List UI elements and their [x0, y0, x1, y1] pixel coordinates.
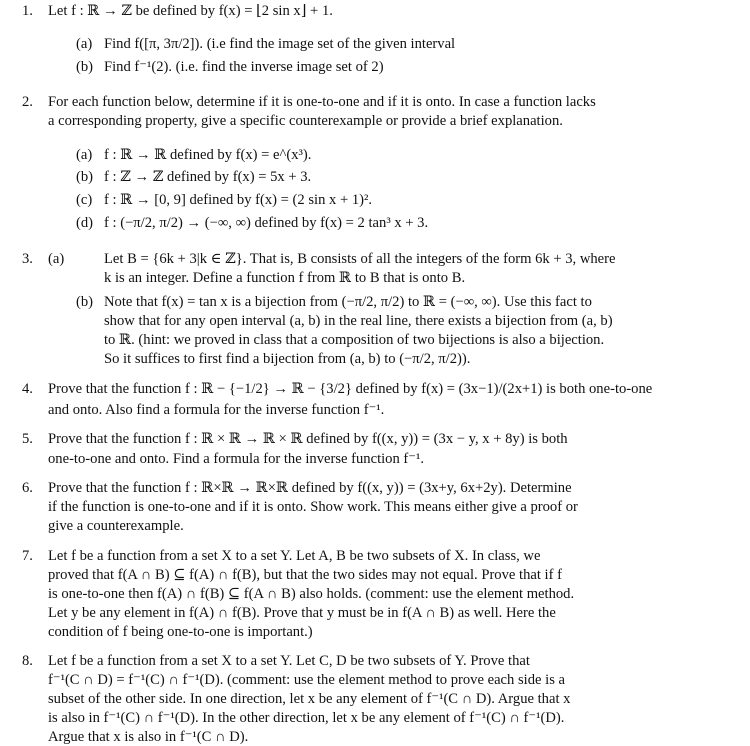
problem-3b-text-line-3: to ℝ. (hint: we proved in class that a composition of two bijections is also a bijection. [104, 332, 605, 348]
problem-8-text-line-4: is also in f⁻¹(C) ∩ f⁻¹(D). In the other direction, let x be any element of f⁻¹(C) ∩ f⁻¹(D). [48, 710, 565, 726]
problem-6-text-line-3: give a counterexample. [48, 518, 184, 534]
problem-1a-text: Find f([π, 3π/2]). (i.e find the image set of the given interval [104, 36, 456, 52]
problem-8-text-line-5: Argue that x is also in f⁻¹(C ∩ D). [48, 729, 249, 745]
problem-1b-text: Find f⁻¹(2). (i.e. find the inverse image set of 2) [104, 59, 384, 75]
problem-2-number: 2. [22, 94, 33, 110]
problem-3b-text-line-2: show that for any open interval (a, b) in the real line, there exists a bijection from (a, b) [104, 313, 613, 329]
problem-7-text-line-1: Let f be a function from a set X to a set Y. Let A, B be two subsets of X. In class, we [48, 548, 541, 564]
problem-4-number: 4. [22, 381, 33, 397]
problem-2-text-line-2: a corresponding property, give a specific counterexample or provide a brief explanation. [48, 113, 563, 129]
problem-6-text-line-2: if the function is one-to-one and if it is onto. Show work. This means either give a proof or [48, 499, 578, 515]
problem-5-text-line-2: one-to-one and onto. Find a formula for the inverse function f⁻¹. [48, 451, 425, 467]
problem-2c-label: (c) [76, 192, 93, 208]
problem-4-text-line-2: and onto. Also find a formula for the inverse function f⁻¹. [48, 402, 385, 418]
problem-7-text-line-5: condition of f being one-to-one is important.) [48, 624, 313, 640]
problem-4-text-line-1: Prove that the function f : ℝ − {−1/2} → ℝ − {3/2} defined by f(x) = (3x−1)/(2x+1) is both one-to-one [48, 381, 653, 397]
problem-6-text-line-1: Prove that the function f : ℝ×ℝ → ℝ×ℝ defined by f((x, y)) = (3x+y, 6x+2y). Determine [48, 480, 572, 496]
problem-7-text-line-2: proved that f(A ∩ B) ⊆ f(A) ∩ f(B), but that the two sides may not equal. Prove that if f [48, 567, 562, 583]
problem-3a-label: (a) [48, 251, 65, 267]
problem-6-number: 6. [22, 480, 33, 496]
problem-2b-label: (b) [76, 169, 94, 185]
problem-5-number: 5. [22, 431, 33, 447]
problem-2b-text: f : ℤ → ℤ defined by f(x) = 5x + 3. [104, 169, 312, 185]
problem-3b-text-line-4: So it suffices to first find a bijection from (a, b) to (−π/2, π/2)). [104, 351, 471, 367]
problem-5-text-line-1: Prove that the function f : ℝ × ℝ → ℝ × ℝ defined by f((x, y)) = (3x − y, x + 8y) is both [48, 431, 568, 447]
problem-3-number: 3. [22, 251, 33, 267]
problem-3a-text-line-2: k is an integer. Define a function f from ℝ to B that is onto B. [104, 270, 466, 286]
problem-7-text-line-4: Let y be any element in f(A) ∩ f(B). Prove that y must be in f(A ∩ B) as well. Here the [48, 605, 556, 621]
problem-7-text-line-3: is one-to-one then f(A) ∩ f(B) ⊆ f(A ∩ B) also holds. (comment: use the element method. [48, 586, 575, 602]
problem-3b-label: (b) [76, 294, 94, 310]
problem-2d-text: f : (−π/2, π/2) → (−∞, ∞) defined by f(x) = 2 tan³ x + 3. [104, 215, 429, 231]
problem-2d-label: (d) [76, 215, 94, 231]
problem-2c-text: f : ℝ → [0, 9] defined by f(x) = (2 sin x + 1)². [104, 192, 373, 208]
problem-1-number: 1. [22, 3, 33, 19]
problem-1a-label: (a) [76, 36, 93, 52]
problem-1-text: Let f : ℝ → ℤ be defined by f(x) = ⌊2 sin x⌋ + 1. [48, 3, 333, 19]
problem-2-text-line-1: For each function below, determine if it is one-to-one and if it is onto. In case a function lacks [48, 94, 596, 110]
problem-8-number: 8. [22, 653, 33, 669]
problem-8-text-line-2: f⁻¹(C ∩ D) = f⁻¹(C) ∩ f⁻¹(D). (comment: use the element method to prove each side is a [48, 672, 565, 688]
problem-7-number: 7. [22, 548, 33, 564]
problem-2a-text: f : ℝ → ℝ defined by f(x) = e^(x³). [104, 147, 312, 163]
problem-1b-label: (b) [76, 59, 94, 75]
problem-8-text-line-3: subset of the other side. In one direction, let x be any element of f⁻¹(C ∩ D). Argue that x [48, 691, 571, 707]
problem-8-text-line-1: Let f be a function from a set X to a set Y. Let C, D be two subsets of Y. Prove that [48, 653, 530, 669]
problem-3b-text-line-1: Note that f(x) = tan x is a bijection from (−π/2, π/2) to ℝ = (−∞, ∞). Use this fact to [104, 294, 592, 310]
problem-2a-label: (a) [76, 147, 93, 163]
problem-3a-text-line-1: Let B = {6k + 3|k ∈ ℤ}. That is, B consists of all the integers of the form 6k + 3, where [104, 251, 616, 267]
